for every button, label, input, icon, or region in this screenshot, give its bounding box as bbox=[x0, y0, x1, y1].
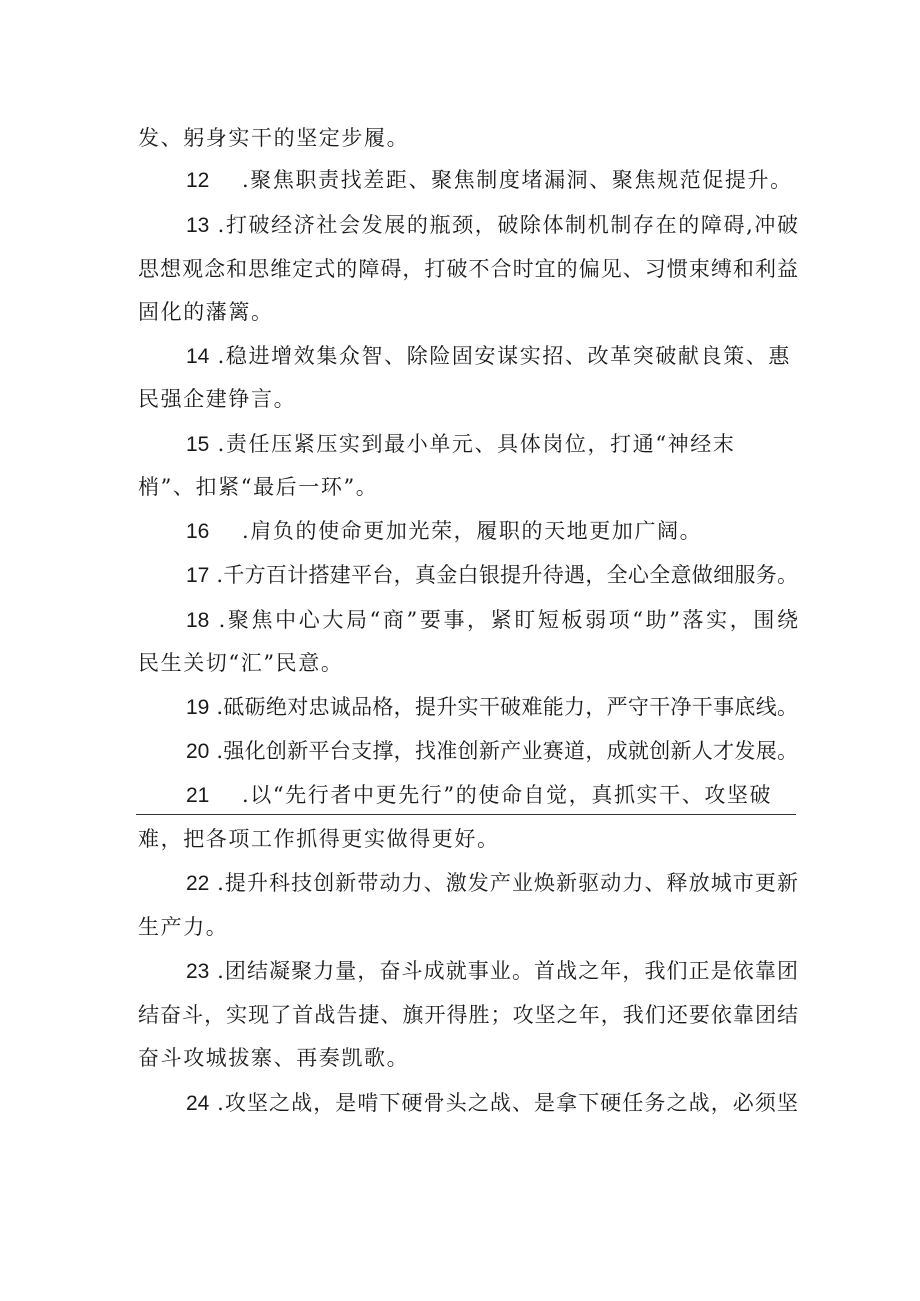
item-number: 19 bbox=[186, 696, 210, 719]
item-number: 15 bbox=[186, 433, 210, 456]
item-text: .稳进增效集众智、除险固安谋实招、改革突破献良策、惠 bbox=[217, 344, 791, 368]
line-text: 民生关切“汇”民意。 bbox=[138, 651, 344, 675]
item-text: .以“先行者中更先行”的使命自觉，真抓实干、攻坚破 bbox=[242, 783, 773, 807]
item-text: .责任压紧压实到最小单元、具体岗位，打通“神经末 bbox=[217, 432, 736, 456]
item-number: 17 bbox=[186, 564, 210, 587]
list-item-22 bbox=[186, 863, 798, 903]
text-line bbox=[138, 643, 798, 683]
line-text: 生产力。 bbox=[138, 915, 229, 939]
text-line bbox=[138, 1038, 798, 1078]
item-number: 24 bbox=[186, 1092, 210, 1115]
item-number: 22 bbox=[186, 872, 210, 895]
list-item-16 bbox=[186, 511, 798, 551]
text-line bbox=[138, 907, 798, 947]
list-item-21 bbox=[186, 775, 776, 815]
horizontal-rule bbox=[136, 814, 796, 815]
item-text: .聚焦中心大局“商”要事，紧盯短板弱项“助”落实，围绕 bbox=[218, 608, 798, 632]
list-item-13 bbox=[186, 205, 798, 245]
text-line bbox=[138, 467, 798, 507]
item-text: .提升科技创新带动力、激发产业焕新驱动力、释放城市更新 bbox=[217, 871, 798, 895]
line-text: 奋斗攻城拔寨、再奏凯歌。 bbox=[138, 1046, 410, 1070]
item-text: .攻坚之战，是啃下硬骨头之战、是拿下硬任务之战，必须坚 bbox=[217, 1091, 798, 1115]
item-number: 12 bbox=[186, 169, 210, 192]
list-item-24 bbox=[186, 1083, 798, 1123]
item-number: 23 bbox=[186, 960, 210, 983]
line-text: 梢”、扣紧“最后一环”。 bbox=[138, 475, 379, 499]
text-line bbox=[138, 118, 798, 158]
list-item-17 bbox=[186, 555, 798, 595]
item-text: .团结凝聚力量，奋斗成就事业。首战之年，我们正是依靠团 bbox=[217, 959, 798, 983]
list-item-20 bbox=[186, 731, 798, 771]
item-number: 20 bbox=[186, 740, 210, 763]
line-text: 思想观念和思维定式的障碍，打破不合时宜的偏见、习惯束缚和利益 bbox=[138, 257, 798, 281]
item-text: .聚焦职责找差距、聚焦制度堵漏洞、聚焦规范促提升。 bbox=[242, 168, 793, 192]
line-text: 固化的藩篱。 bbox=[138, 300, 274, 324]
item-text: .砥砺绝对忠诚品格，提升实干破难能力，严守干净干事底线。 bbox=[216, 695, 798, 719]
item-number: 18 bbox=[186, 609, 210, 632]
text-line bbox=[138, 292, 798, 332]
text-line bbox=[138, 819, 798, 859]
text-line bbox=[138, 249, 798, 289]
list-item-15 bbox=[186, 424, 798, 464]
item-number: 14 bbox=[186, 345, 210, 368]
text-line bbox=[138, 379, 798, 419]
list-item-19 bbox=[186, 687, 798, 727]
item-text: .强化创新平台支撑，找准创新产业赛道，成就创新人才发展。 bbox=[216, 739, 798, 763]
item-text: .打破经济社会发展的瓶颈，破除体制机制存在的障碍,冲破 bbox=[217, 213, 798, 237]
list-item-14 bbox=[186, 336, 798, 376]
item-text: .千方百计搭建平台，真金白银提升待遇，全心全意做细服务。 bbox=[216, 563, 798, 587]
item-text: .肩负的使命更加光荣，履职的天地更加广阔。 bbox=[242, 519, 703, 543]
list-item-18 bbox=[186, 600, 798, 640]
line-text: 难，把各项工作抓得更实做得更好。 bbox=[138, 827, 500, 851]
item-number: 21 bbox=[186, 784, 210, 807]
item-number: 16 bbox=[186, 520, 210, 543]
text-line bbox=[138, 995, 798, 1035]
list-item-23 bbox=[186, 951, 798, 991]
list-item-12 bbox=[186, 160, 798, 200]
line-text: 结奋斗，实现了首战告捷、旗开得胜；攻坚之年，我们还要依靠团结 bbox=[138, 1003, 798, 1027]
line-text: 发、躬身实干的坚定步履。 bbox=[138, 126, 410, 150]
item-number: 13 bbox=[186, 214, 210, 237]
line-text: 民强企建铮言。 bbox=[138, 387, 297, 411]
